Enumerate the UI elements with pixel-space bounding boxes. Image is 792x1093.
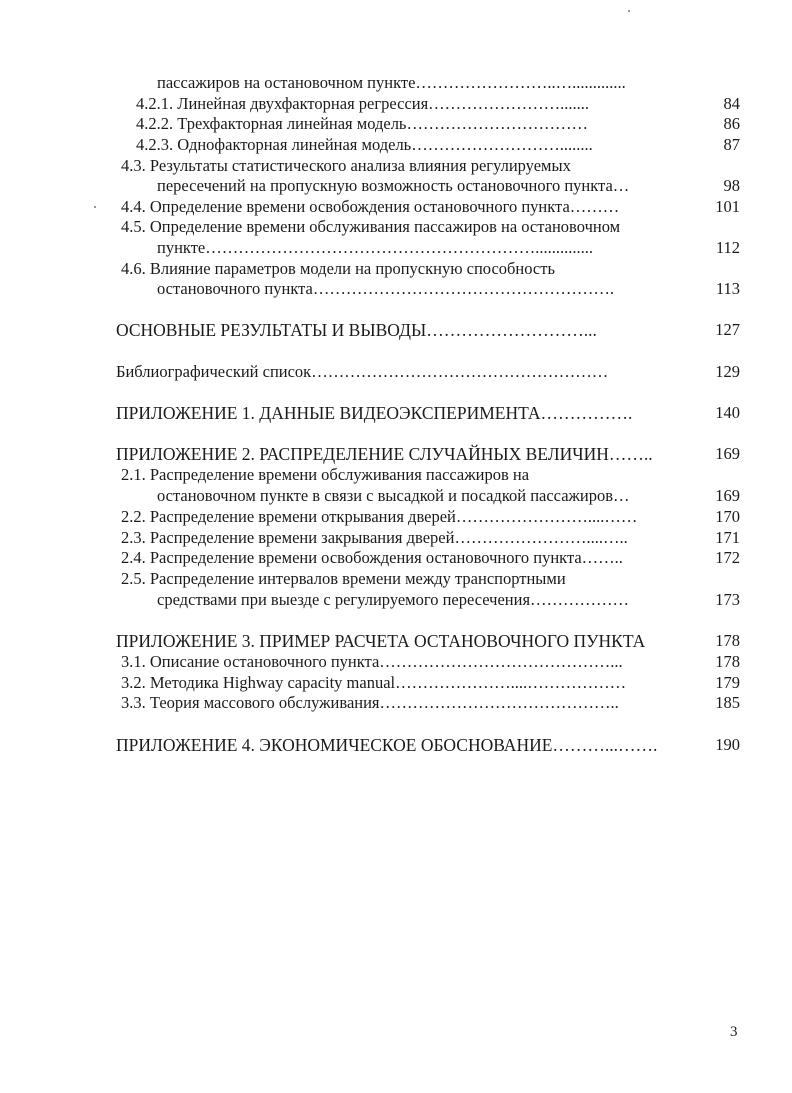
toc-page: 98 [723, 176, 740, 195]
toc-line: пункте…………………………………………………….............. [157, 238, 593, 257]
toc-line: 4.2.3. Однофакторная линейная модель………………………........ [136, 135, 593, 154]
toc-page: 169 [715, 444, 740, 463]
toc-line: остановочного пункта………………………………………………. [157, 279, 614, 298]
toc-line: остановочном пункте в связи с высадкой и посадкой пассажиров… [157, 486, 630, 505]
toc-page: 178 [715, 631, 740, 650]
toc-line: ПРИЛОЖЕНИЕ 4. ЭКОНОМИЧЕСКОЕ ОБОСНОВАНИЕ………...……. [116, 735, 658, 755]
toc-line: пересечений на пропускную возможность остановочного пункта… [157, 176, 630, 195]
toc-line: 4.5. Определение времени обслуживания пассажиров на остановочном [121, 217, 621, 236]
toc-line: ПРИЛОЖЕНИЕ 1. ДАННЫЕ ВИДЕОЭКСПЕРИМЕНТА……………. [116, 403, 633, 423]
toc-line: пассажиров на остановочном пункте……………………..…............. [157, 73, 626, 92]
toc-page: 172 [715, 548, 740, 567]
toc-page: 190 [715, 735, 740, 754]
toc-page: 179 [715, 673, 740, 692]
toc-page: 112 [715, 238, 740, 257]
toc-line: 3.2. Методика Highway capacity manual…………………....……………… [121, 673, 627, 692]
toc-page: 127 [715, 320, 740, 339]
toc-line: 2.5. Распределение интервалов времени между транспортными [121, 569, 566, 588]
scan-speck [628, 10, 630, 12]
toc-line: ОСНОВНЫЕ РЕЗУЛЬТАТЫ И ВЫВОДЫ………………………... [116, 320, 597, 340]
toc-line: 2.1. Распределение времени обслуживания пассажиров на [121, 465, 530, 484]
toc-page: 101 [715, 197, 740, 216]
toc-page: 86 [723, 114, 740, 133]
page-number: 3 [730, 1024, 738, 1040]
toc-page: 173 [715, 590, 740, 609]
toc-page: 84 [723, 94, 740, 113]
toc-page: 129 [715, 362, 740, 381]
toc-line: 3.3. Теория массового обслуживания…………………………………….. [121, 693, 619, 712]
toc-page: 169 [715, 486, 740, 505]
toc-line: 2.2. Распределение времени открывания дверей……………………....…… [121, 507, 638, 526]
toc-page: 170 [715, 507, 740, 526]
toc-line: ПРИЛОЖЕНИЕ 2. РАСПРЕДЕЛЕНИЕ СЛУЧАЙНЫХ ВЕЛИЧИН…….. [116, 444, 653, 464]
toc-page: 171 [715, 528, 740, 547]
scan-speck [94, 206, 96, 208]
toc-line: 3.1. Описание остановочного пункта……………………………………... [121, 652, 623, 671]
toc-page: 87 [723, 135, 740, 154]
toc-line: 2.3. Распределение времени закрывания дверей……………………....….. [121, 528, 628, 547]
toc-page: 178 [715, 652, 740, 671]
toc-page: 140 [715, 403, 740, 422]
toc-line: 4.4. Определение времени освобождения остановочного пункта……… [121, 197, 620, 216]
toc-line: ПРИЛОЖЕНИЕ 3. ПРИМЕР РАСЧЕТА ОСТАНОВОЧНОГО ПУНКТА [116, 631, 646, 651]
toc-line: 4.6. Влияние параметров модели на пропускную способность [121, 259, 555, 278]
toc-line: 2.4. Распределение времени освобождения остановочного пункта…….. [121, 548, 623, 567]
toc-page: 185 [715, 693, 740, 712]
toc-line: средствами при выезде с регулируемого пересечения……………… [157, 590, 630, 609]
toc-page: 113 [715, 279, 740, 298]
toc-line: 4.2.2. Трехфакторная линейная модель…………………………… [136, 114, 588, 133]
toc-line: 4.3. Результаты статистического анализа влияния регулируемых [121, 156, 571, 175]
toc-line: Библиографический список……………………………………………… [116, 362, 609, 381]
toc-line: 4.2.1. Линейная двухфакторная регрессия……………………....... [136, 94, 590, 113]
